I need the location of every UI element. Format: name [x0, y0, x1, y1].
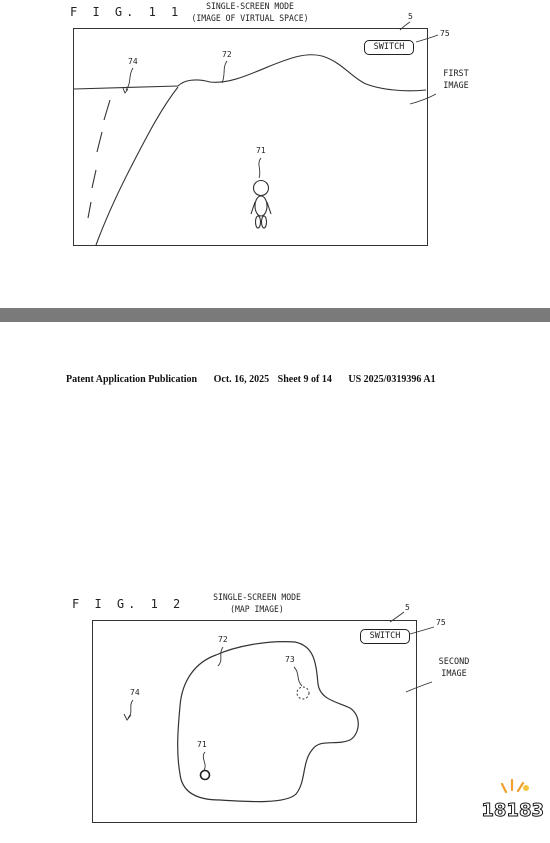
fig12-mode-line1: SINGLE-SCREEN MODE [213, 593, 301, 603]
fig12-leader-71 [203, 752, 205, 770]
fig12-second-image-line1: SECOND [438, 657, 470, 667]
fig12-ref-72: 72 [218, 635, 228, 644]
header-date: Oct. 16, 2025 [213, 374, 270, 385]
fig12-ref-73: 73 [285, 655, 295, 664]
fig11-mode-line2: (IMAGE OF VIRTUAL SPACE) [191, 14, 309, 24]
fig12-leader-73 [294, 667, 302, 686]
fig12-player-marker [201, 771, 210, 780]
header-number: US 2025/0319396 A1 [348, 374, 436, 385]
fig12-leader-75 [410, 627, 434, 634]
fig12-leader-72 [218, 647, 223, 666]
fig12-ref-74: 74 [130, 688, 140, 697]
fig12-ref-71: 71 [197, 740, 207, 749]
fig11-mode-line1: SINGLE-SCREEN MODE [206, 2, 294, 12]
fig12-second-image-line2: IMAGE [441, 669, 467, 679]
fig11-ref-75: 75 [440, 29, 450, 38]
fig11-switch-button[interactable]: SWITCH [364, 40, 414, 55]
fig11-ref-71: 71 [256, 146, 266, 155]
fig12-leader-second-image [406, 682, 432, 692]
fig11-ref-5: 5 [408, 12, 413, 21]
fig12-switch-button[interactable]: SWITCH [360, 629, 410, 644]
fig12-ref-75: 75 [436, 618, 446, 627]
fig12-ref-5: 5 [405, 603, 410, 612]
fig12-leader-5 [390, 612, 404, 622]
fig11-ref-74: 74 [128, 57, 138, 66]
watermark-sparkle-icon [496, 774, 536, 796]
fig12-mode-line2: (MAP IMAGE) [230, 605, 284, 615]
header-publication: Patent Application Publication [66, 374, 198, 385]
fig12-label: F I G. 1 2 [72, 597, 185, 611]
fig11-first-image-line2: IMAGE [443, 81, 469, 91]
fig11-label: F I G. 1 1 [70, 5, 183, 19]
watermark-logo: 18183 [481, 800, 544, 821]
header-sheet: Sheet 9 of 14 [277, 374, 332, 385]
fig11-ref-72: 72 [222, 50, 232, 59]
fig11-first-image-line1: FIRST [443, 69, 469, 79]
fig12-destination-marker [297, 687, 309, 699]
fig12-second-image-label [432, 656, 476, 680]
